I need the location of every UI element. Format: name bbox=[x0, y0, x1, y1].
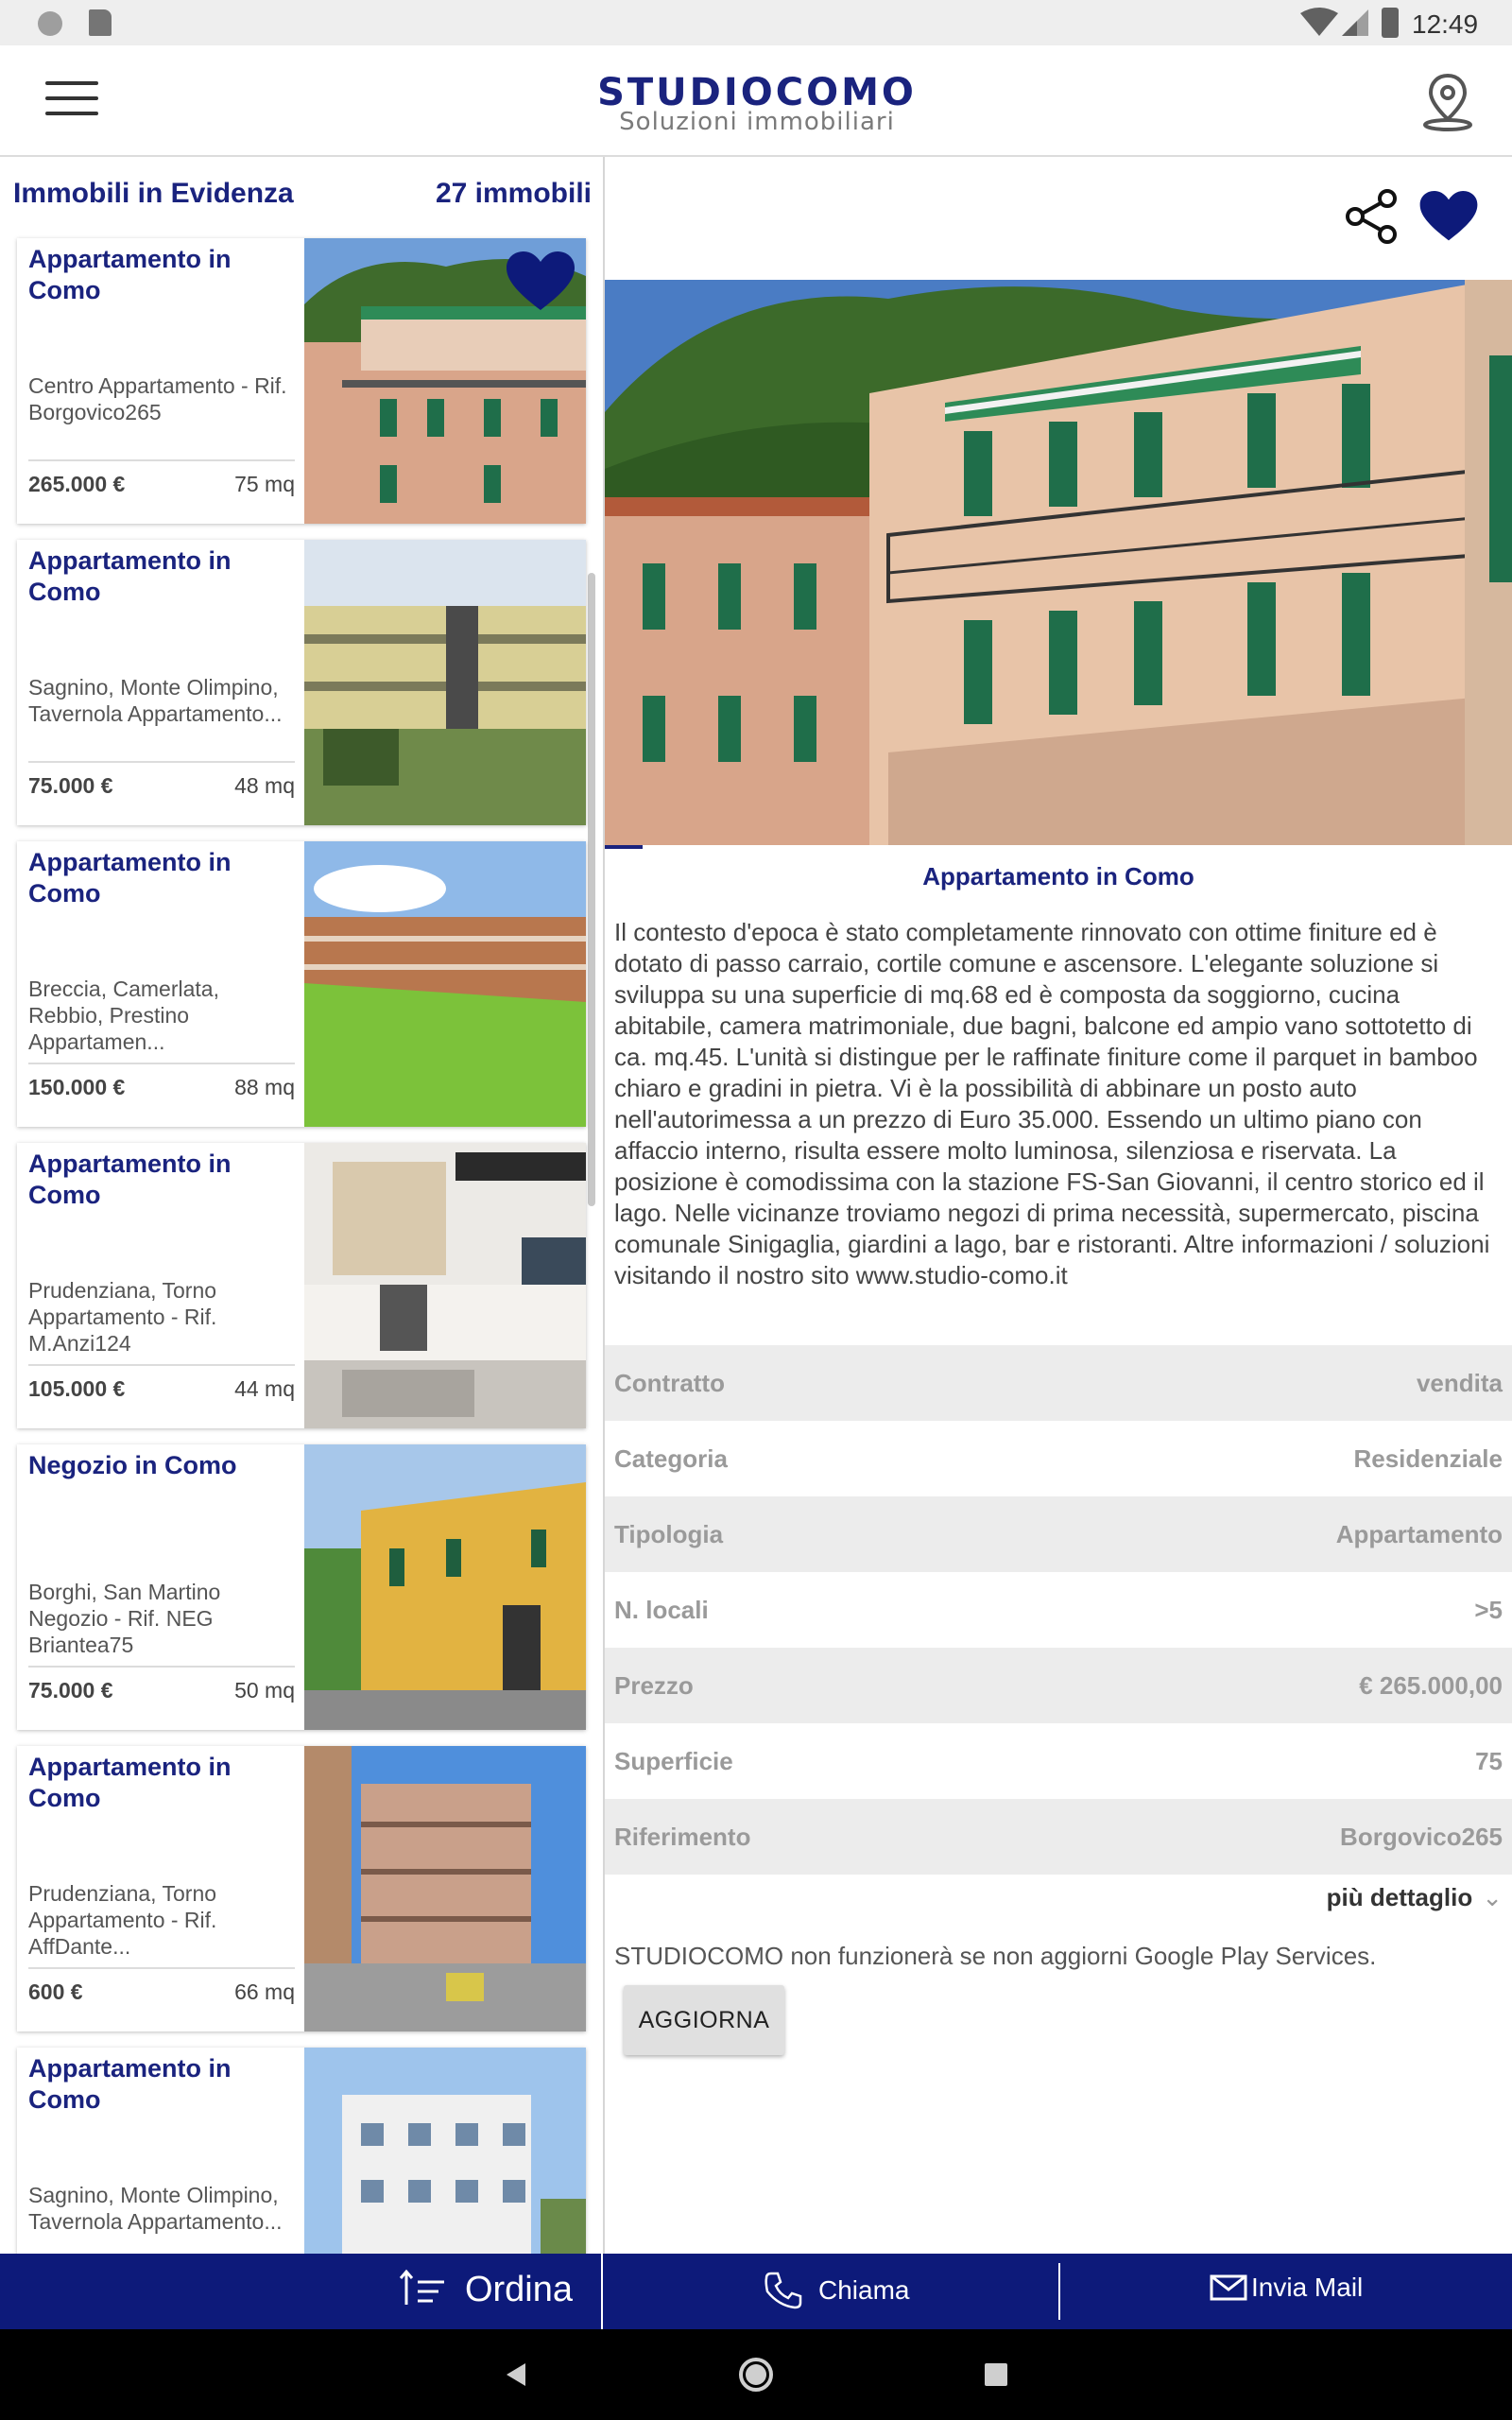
signal-icon bbox=[1340, 8, 1370, 38]
phone-icon bbox=[764, 2271, 803, 2310]
listing-card[interactable] bbox=[17, 841, 586, 1127]
property-value: Borgovico265 bbox=[1340, 1822, 1503, 1851]
mail-icon bbox=[1210, 2274, 1247, 2301]
listing-photo bbox=[304, 238, 586, 524]
listing-photo bbox=[304, 1143, 586, 1428]
send-mail-button[interactable] bbox=[1210, 2273, 1363, 2303]
listing-card[interactable] bbox=[17, 1444, 586, 1730]
property-row-tipologia bbox=[605, 1496, 1512, 1572]
property-value: >5 bbox=[1474, 1595, 1503, 1624]
property-row-prezzo bbox=[605, 1648, 1512, 1723]
listing-description: Borghi, San Martino Negozio - Rif. NEG Briantea75 bbox=[28, 1580, 221, 1657]
property-row-categoria bbox=[605, 1421, 1512, 1496]
update-button[interactable]: AGGIORNA bbox=[624, 1985, 784, 2055]
listing-size: 88 mq bbox=[234, 1074, 295, 1099]
listing-card[interactable] bbox=[17, 540, 586, 825]
listing-price: 265.000 € bbox=[28, 471, 126, 496]
list-title: Immobili in Evidenza bbox=[13, 178, 294, 209]
chevron-down-icon: ⌄ bbox=[1482, 1883, 1503, 1911]
listing-title: Appartamento in Como bbox=[28, 1753, 232, 1812]
property-label: Contratto bbox=[614, 1368, 725, 1397]
listings-panel bbox=[0, 157, 603, 2254]
listing-price: 75.000 € bbox=[28, 772, 113, 798]
bottom-action-bar bbox=[0, 2254, 1512, 2329]
listing-title: Appartamento in Como bbox=[28, 2054, 232, 2114]
sort-button[interactable] bbox=[399, 2269, 573, 2310]
property-label: Riferimento bbox=[614, 1822, 751, 1851]
map-pin-icon[interactable] bbox=[1418, 72, 1478, 132]
listing-description: Prudenziana, Torno Appartamento - Rif. AffDante... bbox=[28, 1881, 217, 1959]
property-value: Appartamento bbox=[1335, 1519, 1503, 1548]
status-bar bbox=[0, 0, 1512, 45]
detail-title: Appartamento in Como bbox=[922, 862, 1194, 890]
listing-price: 105.000 € bbox=[28, 1375, 126, 1401]
listing-title: Appartamento in Como bbox=[28, 546, 232, 606]
property-value: € 265.000,00 bbox=[1359, 1670, 1503, 1700]
detail-description: Il contesto d'epoca è stato completamente rinnovato con ottime finiture ed è dotato di passo carraio, cortile comune e ascensore. L'elegante soluzione si sviluppa su una superficie di mq.68 ed è composta da soggiorno, cucina abitabile, camera matrimoniale, due bagni, balcone ed ampio vano sottotetto di ca. mq.45. L'unità si distingue per le raffinate finiture come il parquet in bamboo chiaro e gradini in pietra. Vi è la possibilità di abbinare un posto auto nell'autorimessa a un prezzo di Euro 35.000. Essendo un ultimo piano con affaccio interno, risulta essere molto luminosa, silenziosa e riservata. La posizione è comodissima con la stazione FS-San Giovanni, il centro storico ed il lago. Nelle vicinanze troviamo negozi di prima necessità, supermercato, piscina comunale Sinigaglia, giardini a lago, bar e ristoranti. Altre informazioni / soluzioni visitando il nostro sito www.studio-como.it bbox=[614, 918, 1490, 1289]
app-bar bbox=[0, 45, 1512, 157]
listing-price: 75.000 € bbox=[28, 1677, 113, 1703]
more-detail-toggle[interactable] bbox=[1115, 1883, 1503, 1912]
property-row-riferimento bbox=[605, 1799, 1512, 1875]
property-label: Prezzo bbox=[614, 1670, 694, 1700]
listing-photo bbox=[304, 841, 586, 1127]
gallery-indicator bbox=[605, 845, 643, 849]
listing-price: 600 € bbox=[28, 1979, 83, 2004]
listing-title: Appartamento in Como bbox=[28, 848, 232, 908]
listing-photo bbox=[304, 2048, 586, 2254]
listing-card[interactable] bbox=[17, 238, 586, 524]
property-row-contratto bbox=[605, 1345, 1512, 1421]
notification-dot-icon bbox=[38, 11, 62, 36]
property-photo[interactable] bbox=[605, 280, 1512, 845]
listing-title: Appartamento in Como bbox=[28, 1150, 232, 1209]
more-detail-label: più dettaglio bbox=[1326, 1883, 1473, 1911]
listing-description: Prudenziana, Torno Appartamento - Rif. M.Anzi124 bbox=[28, 1278, 217, 1356]
property-label: Superficie bbox=[614, 1746, 733, 1775]
list-count: 27 immobili bbox=[435, 178, 592, 209]
listing-description: Breccia, Camerlata, Rebbio, Prestino Appartamen... bbox=[28, 977, 219, 1054]
listing-title: Appartamento in Como bbox=[28, 245, 232, 304]
listing-card[interactable] bbox=[17, 1143, 586, 1428]
recent-apps-icon[interactable] bbox=[985, 2363, 1007, 2386]
brand-logo bbox=[592, 71, 922, 136]
property-row-locali bbox=[605, 1572, 1512, 1648]
listing-price: 150.000 € bbox=[28, 1074, 126, 1099]
system-nav-bar bbox=[0, 2329, 1512, 2420]
logo-sub-text: Soluzioni immobiliari bbox=[619, 108, 895, 136]
call-label: Chiama bbox=[818, 2275, 910, 2305]
battery-icon bbox=[1382, 8, 1399, 38]
property-label: Categoria bbox=[614, 1443, 728, 1473]
listing-size: 44 mq bbox=[234, 1375, 295, 1401]
listing-card[interactable] bbox=[17, 1746, 586, 2031]
listing-photo bbox=[304, 1444, 586, 1730]
back-icon[interactable] bbox=[505, 2361, 527, 2388]
detail-panel bbox=[605, 157, 1512, 2254]
listing-photo bbox=[304, 1746, 586, 2031]
listing-card[interactable] bbox=[17, 2048, 586, 2254]
property-value: Residenziale bbox=[1353, 1443, 1503, 1473]
property-table bbox=[605, 1345, 1512, 1875]
listing-description: Sagnino, Monte Olimpino, Tavernola Appartamento... bbox=[28, 675, 283, 726]
favorite-heart-icon[interactable] bbox=[1419, 191, 1478, 242]
mail-label: Invia Mail bbox=[1251, 2273, 1364, 2302]
bar-separator bbox=[1058, 2263, 1060, 2320]
logo-main-text: STUDIOCOMO bbox=[597, 71, 917, 114]
list-header bbox=[13, 178, 592, 210]
listing-description: Centro Appartamento - Rif. Borgovico265 bbox=[28, 373, 287, 424]
home-icon[interactable] bbox=[739, 2358, 773, 2392]
sort-icon bbox=[399, 2269, 446, 2310]
listing-title: Negozio in Como bbox=[28, 1451, 237, 1479]
property-label: N. locali bbox=[614, 1595, 709, 1624]
sort-area bbox=[0, 2254, 603, 2329]
menu-icon[interactable] bbox=[45, 81, 98, 119]
sort-label: Ordina bbox=[464, 2269, 573, 2309]
property-value: vendita bbox=[1416, 1368, 1503, 1397]
clock: 12:49 bbox=[1412, 9, 1479, 39]
play-services-message: STUDIOCOMO non funzionerà se non aggiorni Google Play Services. bbox=[614, 1942, 1377, 1970]
listing-size: 75 mq bbox=[234, 471, 295, 496]
listing-photo bbox=[304, 540, 586, 825]
property-label: Tipologia bbox=[614, 1519, 724, 1548]
listing-description: Sagnino, Monte Olimpino, Tavernola Appartamento... bbox=[28, 2183, 283, 2234]
list-scrollbar[interactable] bbox=[588, 573, 595, 1206]
listing-size: 48 mq bbox=[234, 772, 295, 798]
share-icon[interactable] bbox=[1344, 189, 1399, 244]
favorite-heart-icon[interactable] bbox=[507, 251, 575, 312]
listing-size: 50 mq bbox=[234, 1677, 295, 1703]
property-value: 75 bbox=[1475, 1746, 1503, 1775]
wifi-icon bbox=[1300, 8, 1338, 38]
sd-card-icon bbox=[89, 9, 112, 36]
call-button[interactable] bbox=[764, 2271, 909, 2310]
listing-size: 66 mq bbox=[234, 1979, 295, 2004]
property-row-superficie bbox=[605, 1723, 1512, 1799]
